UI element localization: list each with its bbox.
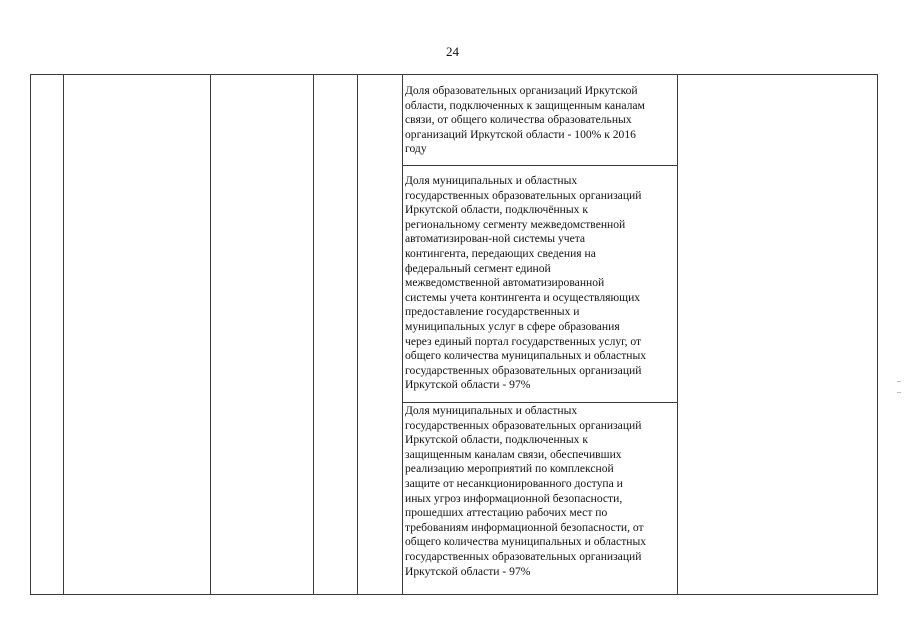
column-divider xyxy=(63,74,64,595)
table-bottom-border xyxy=(30,594,878,595)
column-divider xyxy=(210,74,211,595)
table-left-border xyxy=(30,74,31,595)
table-top-border xyxy=(30,74,878,75)
indicator-cell: Доля муниципальных и областных государственных образовательных организаций Иркутской области, подключенных к защищенным каналам связи, обеспечивших реализацию мероприятий по комплексной защите от несанкционированного доступа и иных угроз информационной безопасности, прошедших аттестацию рабочих мест по требованиям информационной безопасности, от общего количества муниципальных и областных государственных образовательных организаций Иркутской области - 97% xyxy=(405,404,647,578)
row-separator xyxy=(402,402,678,403)
scan-mark xyxy=(897,381,901,382)
column-divider xyxy=(677,74,678,595)
scan-mark xyxy=(897,392,901,393)
table-right-border xyxy=(877,74,878,595)
page-number: 24 xyxy=(446,44,459,59)
column-divider xyxy=(313,74,314,595)
column-divider xyxy=(402,74,403,595)
indicator-cell: Доля муниципальных и областных государственных образовательных организаций Иркутской области, подключённых к региональному сегменту межведомственной автоматизирован-ной системы учета контингента, передающих сведения на федеральный сегмент единой межведомственной автоматизированной системы учета контингента и осуществляющих предоставление государственных и муниципальных услуг в сфере образования через единый портал государственных услуг, от общего количества муниципальных и областных государственных образовательных организаций Иркутской области - 97% xyxy=(405,174,647,392)
row-separator xyxy=(402,165,678,166)
column-divider xyxy=(357,74,358,595)
indicator-cell: Доля образовательных организаций Иркутской области, подключенных к защищенным каналам связи, от общего количества образовательных организаций Иркутской области - 100% к 2016 году xyxy=(405,84,645,156)
